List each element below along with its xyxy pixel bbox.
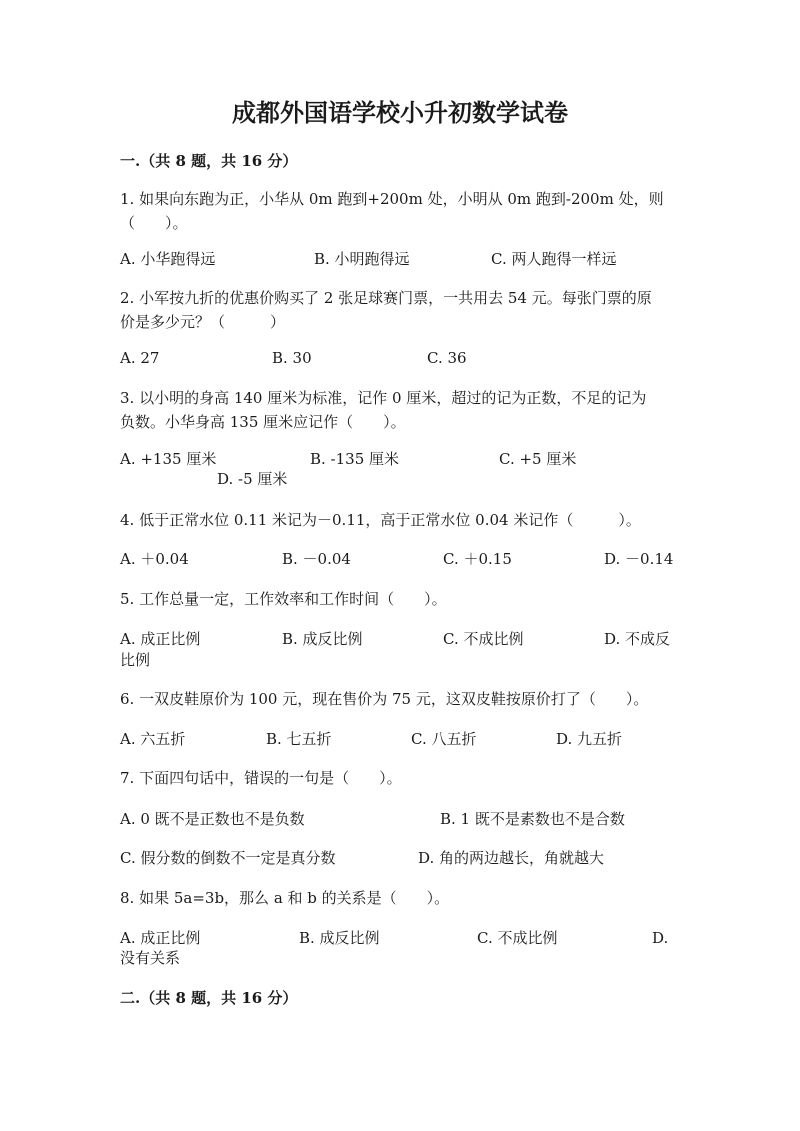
question-4-option-a: A. ＋0.04 bbox=[120, 550, 189, 568]
question-3-option-a: A. +135 厘米 bbox=[120, 450, 217, 468]
question-5-option-d: D. 不成反 bbox=[604, 630, 671, 648]
question-1-text-line1: 1. 如果向东跑为正，小华从 0m 跑到+200m 处，小明从 0m 跑到-200m 处，则 bbox=[120, 190, 664, 208]
question-8-option-a: A. 成正比例 bbox=[120, 929, 201, 947]
question-8-option-d: D. bbox=[652, 929, 669, 947]
question-1-option-a: A. 小华跑得远 bbox=[120, 250, 216, 268]
question-7-option-b: B. 1 既不是素数也不是合数 bbox=[440, 810, 625, 828]
question-7-option-a: A. 0 既不是正数也不是负数 bbox=[120, 810, 305, 828]
question-6-option-d: D. 九五折 bbox=[556, 730, 623, 748]
question-1 bbox=[120, 187, 680, 235]
question-3-text-line1: 3. 以小明的身高 140 厘米为标准，记作 0 厘米，超过的记为正数，不足的记为 bbox=[120, 389, 647, 407]
question-8-text-line1: 8. 如果 5a=3b，那么 a 和 b 的关系是（ ）。 bbox=[120, 889, 450, 907]
question-4-option-b: B. －0.04 bbox=[282, 550, 351, 568]
question-4 bbox=[120, 508, 680, 532]
question-5-option-a: A. 成正比例 bbox=[120, 630, 201, 648]
question-2-text-line2: 价是多少元？（ ） bbox=[120, 313, 286, 331]
question-6-text-line1: 6. 一双皮鞋原价为 100 元，现在售价为 75 元，这双皮鞋按原价打了（ ）。 bbox=[120, 690, 649, 708]
question-8-option-d-wrap: 没有关系 bbox=[120, 949, 181, 967]
exam-title: 成都外国语学校小升初数学试卷 bbox=[232, 98, 568, 127]
question-6-option-c: C. 八五折 bbox=[411, 730, 477, 748]
question-4-text-line1: 4. 低于正常水位 0.11 米记为－0.11，高于正常水位 0.04 米记作（ ）。 bbox=[120, 511, 641, 529]
question-2-text-line1: 2. 小军按九折的优惠价购买了 2 张足球赛门票，一共用去 54 元。每张门票的原 bbox=[120, 289, 652, 307]
question-7 bbox=[120, 766, 680, 790]
question-2-option-a: A. 27 bbox=[120, 349, 160, 367]
section-one-heading: 一.（共 8 题，共 16 分） bbox=[120, 152, 298, 170]
question-2 bbox=[120, 286, 680, 334]
question-1-option-c: C. 两人跑得一样远 bbox=[491, 250, 617, 268]
question-7-option-c: C. 假分数的倒数不一定是真分数 bbox=[120, 849, 336, 867]
question-2-option-b: B. 30 bbox=[272, 349, 312, 367]
question-4-option-c: C. ＋0.15 bbox=[443, 550, 512, 568]
question-8-option-c: C. 不成比例 bbox=[477, 929, 558, 947]
question-1-text-line2: （ ）。 bbox=[120, 214, 188, 232]
question-6 bbox=[120, 687, 680, 711]
question-5-option-c: C. 不成比例 bbox=[443, 630, 524, 648]
question-2-option-c: C. 36 bbox=[427, 349, 467, 367]
question-8 bbox=[120, 886, 680, 910]
question-5 bbox=[120, 587, 680, 611]
question-1-option-b: B. 小明跑得远 bbox=[314, 250, 410, 268]
section-two-heading: 二.（共 8 题，共 16 分） bbox=[120, 989, 298, 1007]
question-5-option-d-wrap: 比例 bbox=[120, 651, 151, 669]
question-3 bbox=[120, 386, 680, 434]
question-7-option-d: D. 角的两边越长，角就越大 bbox=[418, 849, 605, 867]
question-8-option-b: B. 成反比例 bbox=[299, 929, 380, 947]
question-6-option-b: B. 七五折 bbox=[266, 730, 332, 748]
question-3-option-c: C. +5 厘米 bbox=[499, 450, 577, 468]
question-7-text-line1: 7. 下面四句话中，错误的一句是（ ）。 bbox=[120, 769, 402, 787]
question-3-option-d: D. -5 厘米 bbox=[217, 470, 288, 488]
question-3-text-line2: 负数。小华身高 135 厘米应记作（ ）。 bbox=[120, 413, 406, 431]
question-5-text-line1: 5. 工作总量一定，工作效率和工作时间（ ）。 bbox=[120, 590, 447, 608]
question-4-option-d: D. －0.14 bbox=[604, 550, 674, 568]
question-5-option-b: B. 成反比例 bbox=[282, 630, 363, 648]
question-6-option-a: A. 六五折 bbox=[120, 730, 186, 748]
question-3-option-b: B. -135 厘米 bbox=[310, 450, 400, 468]
